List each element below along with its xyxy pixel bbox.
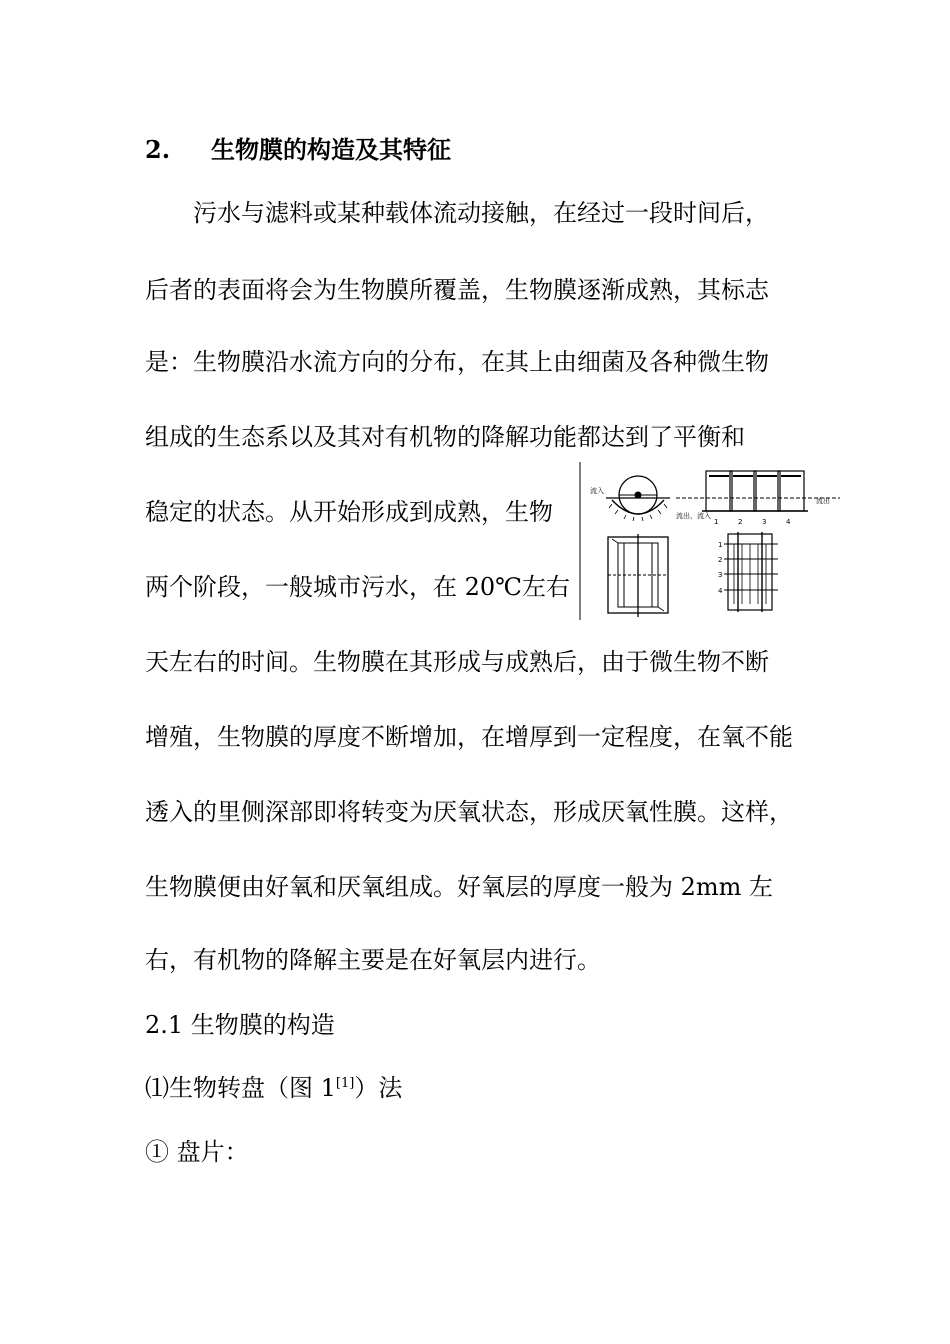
multistage-top-view <box>724 532 778 612</box>
paragraph-line: 组成的生态系以及其对有机物的降解功能都达到了平衡和 <box>145 423 745 451</box>
paragraph-line: 透入的里侧深部即将转变为厌氧状态，形成厌氧性膜。这样， <box>145 798 793 826</box>
paragraph-line: 是：生物膜沿水流方向的分布，在其上由细菌及各种微生物 <box>145 348 769 376</box>
outflow-label: 流出 <box>816 497 830 505</box>
paragraph-line: 污水与滤料或某种载体流动接触，在经过一段时间后， <box>193 199 769 227</box>
single-disc-side-view <box>606 476 670 521</box>
paragraph-line: 两个阶段，一般城市污水，在 20℃左右 <box>145 573 571 601</box>
paragraph-line: 天左右的时间。生物膜在其形成与成熟后，由于微生物不断 <box>145 648 769 676</box>
paragraph-line: 稳定的状态。从开始形成到成熟，生物 <box>145 498 553 526</box>
rotating-disc-figure <box>578 462 840 620</box>
paragraph-line: 增殖，生物膜的厚度不断增加，在增厚到一定程度，在氧不能 <box>145 723 793 751</box>
section-title: 生物膜的构造及其特征 <box>211 135 451 164</box>
citation-ref: [1] <box>335 1076 355 1091</box>
stage-number: 1 <box>718 541 723 549</box>
stage-number: 3 <box>762 518 767 526</box>
paragraph-line: 生物膜便由好氧和厌氧组成。好氧层的厚度一般为 2mm 左 <box>145 873 774 901</box>
list-item-method <box>145 1073 402 1103</box>
paragraph-line: 后者的表面将会为生物膜所覆盖，生物膜逐渐成熟，其标志 <box>145 276 769 304</box>
outflow-inflow-label: 流出，流入 <box>676 512 711 520</box>
multistage-side-view <box>676 471 840 511</box>
list-item-disc: ① 盘片： <box>145 1138 249 1166</box>
stage-number: 2 <box>718 556 723 564</box>
item-text: ⑴生物转盘（图 1 <box>145 1074 336 1102</box>
item-text-end: ）法 <box>354 1074 403 1102</box>
paragraph-line: 右，有机物的降解主要是在好氧层内进行。 <box>145 946 601 974</box>
inflow-label: 流入 <box>590 487 604 495</box>
stage-number: 2 <box>738 518 743 526</box>
stage-number: 1 <box>714 518 719 526</box>
section-number: 2. <box>145 135 171 164</box>
subsection-heading: 2.1 生物膜的构造 <box>145 1011 335 1039</box>
stage-number: 3 <box>718 571 723 579</box>
stage-number: 4 <box>718 587 723 595</box>
section-heading <box>145 135 451 165</box>
stage-number: 4 <box>786 518 791 526</box>
single-disc-top-view <box>608 534 668 617</box>
